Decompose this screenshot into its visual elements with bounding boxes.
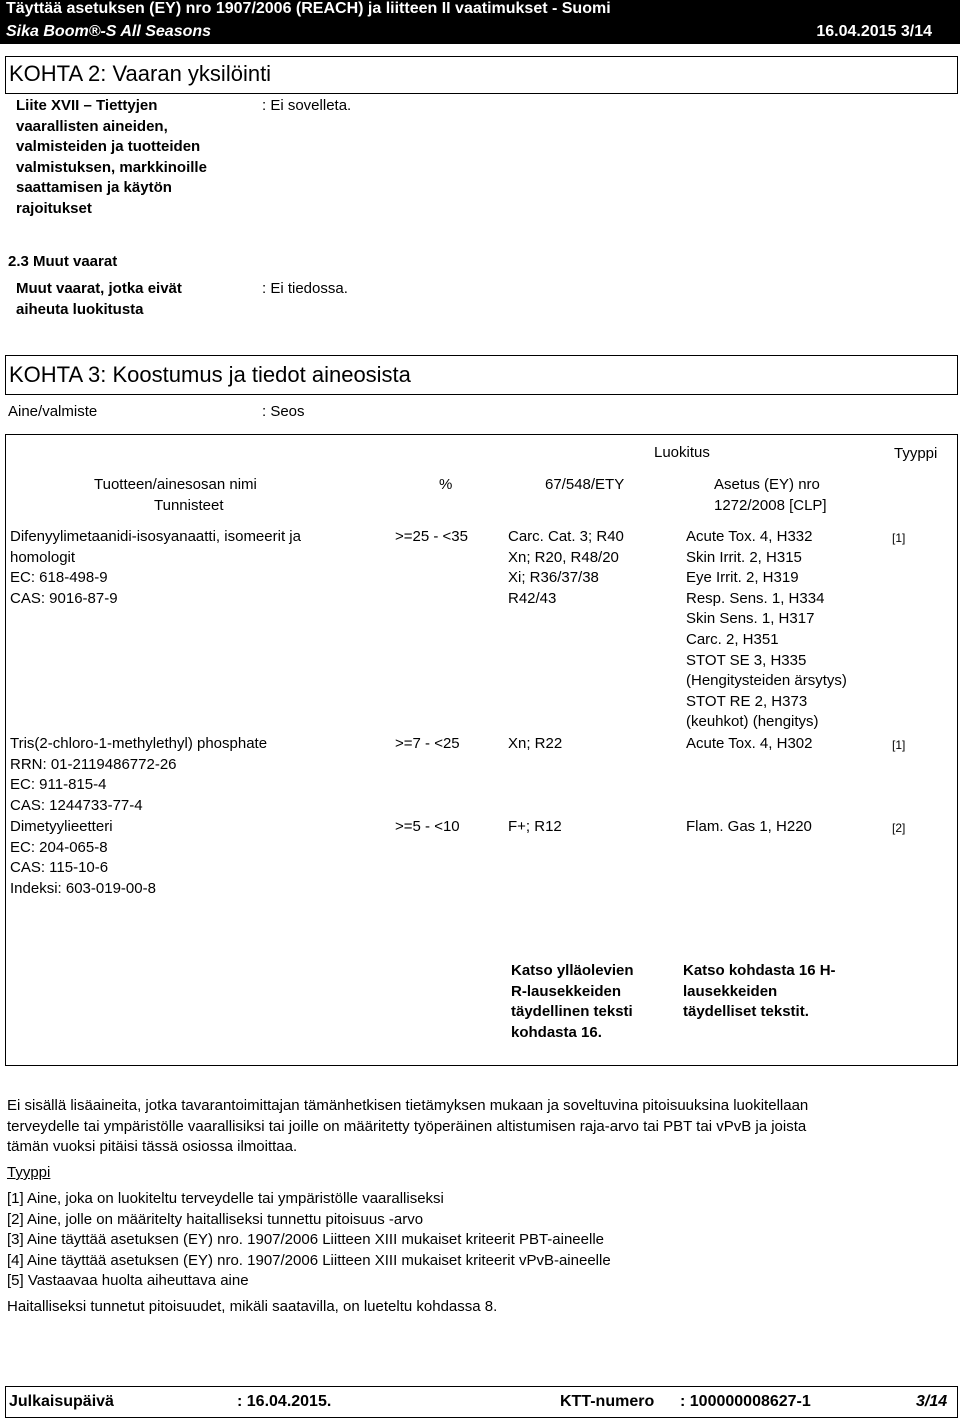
dsd-line: Xn; R20, R48/20 xyxy=(508,548,619,566)
dsd-line: Carc. Cat. 3; R40 xyxy=(508,528,624,545)
clp-line: STOT SE 3, H335 xyxy=(686,651,807,669)
name-line: homologit xyxy=(10,548,76,566)
clp-line: (Hengitysteiden ärsytys) xyxy=(686,672,847,690)
clp-line: Acute Tox. 4, H332 xyxy=(686,528,813,545)
col-header-clp-line2: 1272/2008 [CLP] xyxy=(714,497,827,514)
note-dsd xyxy=(511,961,634,1043)
additives-paragraph xyxy=(7,1096,953,1158)
table-row-2-clp: Acute Tox. 4, H302 xyxy=(686,735,813,752)
table-row-1-clp xyxy=(686,527,847,733)
other-hazards-value: : Ei tiedossa. xyxy=(262,280,348,297)
type-legend-item: [3] Aine täyttää asetuksen (EY) nro. 1907/2006 Liitteen XIII mukaiset kriteerit PBT-aineelle xyxy=(7,1231,604,1249)
annex-label-line: saattamisen ja käytön xyxy=(16,179,172,197)
annex-label-line: vaarallisten aineiden, xyxy=(16,117,168,135)
type-legend-list xyxy=(7,1189,611,1292)
footer-pub-label: Julkaisupäivä xyxy=(9,1393,114,1410)
table-row-3-name xyxy=(10,817,156,899)
annex-label-line: valmisteiden ja tuotteiden xyxy=(16,138,201,156)
annex-label-line: rajoitukset xyxy=(16,199,92,217)
section3-title: KOHTA 3: Koostumus ja tiedot aineosista xyxy=(9,362,411,387)
document-header xyxy=(0,0,960,44)
footer-page: 3/14 xyxy=(916,1393,948,1410)
table-row-2-percent: >=7 - <25 xyxy=(395,735,460,752)
type-legend-item: [2] Aine, jolle on määritelty haitalliseksi tunnettu pitoisuus -arvo xyxy=(7,1210,424,1228)
annex-value: : Ei sovelleta. xyxy=(262,97,352,114)
closing-note: Haitalliseksi tunnetut pitoisuudet, mikäli saatavilla, on lueteltu kohdassa 8. xyxy=(7,1298,498,1315)
col-header-identifiers: Tunnisteet xyxy=(154,497,224,514)
clp-line: Carc. 2, H351 xyxy=(686,630,779,648)
section3-title-box xyxy=(5,355,958,395)
substance-value: : Seos xyxy=(262,403,305,420)
other-hazards-label-line: aiheuta luokitusta xyxy=(16,300,144,318)
col-header-clp-line1: Asetus (EY) nro xyxy=(714,476,820,493)
type-heading: Tyyppi xyxy=(7,1164,51,1181)
table-row-3-type: [2] xyxy=(892,821,906,835)
footer-pub-value: : 16.04.2015. xyxy=(237,1393,332,1410)
paragraph-line: terveydelle tai ympäristölle vaarallisiksi tai joille on määritetty työperäinen altistumisen raja-arvo tai PBT tai vPvB ja joista xyxy=(7,1117,807,1135)
type-legend-item: [4] Aine täyttää asetuksen (EY) nro. 1907/2006 Liitteen XIII mukaiset kriteerit vPvB-aineelle xyxy=(7,1251,611,1269)
name-line: EC: 204-065-8 xyxy=(10,838,108,856)
table-row-1-dsd xyxy=(508,527,624,609)
note-line: R-lausekkeiden xyxy=(511,982,622,1000)
clp-line: Resp. Sens. 1, H334 xyxy=(686,589,825,607)
note-line: Katso ylläolevien xyxy=(511,962,634,979)
table-row-3-dsd: F+; R12 xyxy=(508,818,562,835)
dsd-line: R42/43 xyxy=(508,589,557,607)
name-line: Tris(2-chloro-1-methylethyl) phosphate xyxy=(10,735,268,752)
section2-3-heading: 2.3 Muut vaarat xyxy=(8,253,118,270)
name-line: CAS: 9016-87-9 xyxy=(10,589,118,607)
paragraph-line: Ei sisällä lisäaineita, jotka tavarantoimittajan tämänhetkisen tietämyksen mukaan ja soveltuvina pitoisuuksina luokitellaan xyxy=(7,1097,809,1114)
product-name: Sika Boom®-S All Seasons xyxy=(6,23,212,40)
table-row-3-clp: Flam. Gas 1, H220 xyxy=(686,818,812,835)
name-line: EC: 618-498-9 xyxy=(10,569,108,587)
name-line: Dimetyylieetteri xyxy=(10,818,113,835)
clp-line: STOT RE 2, H373 xyxy=(686,692,808,710)
table-row-1-type: [1] xyxy=(892,531,906,545)
document-footer xyxy=(5,1386,958,1418)
composition-table xyxy=(5,434,958,1066)
note-line: kohdasta 16. xyxy=(511,1023,602,1041)
other-hazards-label xyxy=(16,279,182,320)
note-clp xyxy=(683,961,836,1023)
table-row-1-percent: >=25 - <35 xyxy=(395,528,468,545)
name-line: CAS: 115-10-6 xyxy=(10,859,109,877)
name-line: EC: 911-815-4 xyxy=(10,776,107,794)
type-legend-item: [5] Vastaavaa huolta aiheuttava aine xyxy=(7,1272,249,1290)
name-line: RRN: 01-2119486772-26 xyxy=(10,755,177,773)
col-header-name: Tuotteen/ainesosan nimi xyxy=(94,476,257,493)
note-line: täydelliset tekstit. xyxy=(683,1003,809,1021)
annex-label xyxy=(16,96,207,220)
note-line: täydellinen teksti xyxy=(511,1003,633,1021)
clp-line: (keuhkot) (hengitys) xyxy=(686,713,819,731)
name-line: Difenyylimetaanidi-isosyanaatti, isomeerit ja xyxy=(10,528,301,545)
col-header-type: Tyyppi xyxy=(894,445,938,462)
annex-label-line: valmistuksen, markkinoille xyxy=(16,158,207,176)
regulation-line: Täyttää asetuksen (EY) nro 1907/2006 (REACH) ja liitteen II vaatimukset - Suomi xyxy=(6,0,611,17)
table-row-3-percent: >=5 - <10 xyxy=(395,818,460,835)
col-header-percent: % xyxy=(439,476,453,493)
section2-title-box xyxy=(5,56,958,94)
table-row-2-name xyxy=(10,734,267,816)
header-date-page: 16.04.2015 3/14 xyxy=(816,23,932,40)
footer-ktt-value: : 100000008627-1 xyxy=(680,1393,811,1410)
table-row-2-type: [1] xyxy=(892,738,906,752)
clp-line: Skin Irrit. 2, H315 xyxy=(686,548,802,566)
footer-ktt-label: KTT-numero xyxy=(560,1393,655,1410)
table-row-1-name xyxy=(10,527,301,609)
dsd-line: Xi; R36/37/38 xyxy=(508,569,599,587)
other-hazards-label-line: Muut vaarat, jotka eivät xyxy=(16,280,182,297)
clp-line: Eye Irrit. 2, H319 xyxy=(686,569,799,587)
note-line: lausekkeiden xyxy=(683,982,778,1000)
paragraph-line: tämän vuoksi pitäisi tässä osiossa ilmoittaa. xyxy=(7,1138,298,1156)
annex-label-line: Liite XVII – Tiettyjen xyxy=(16,97,158,114)
type-legend-item: [1] Aine, joka on luokiteltu terveydelle tai ympäristölle vaaralliseksi xyxy=(7,1190,444,1207)
name-line: CAS: 1244733-77-4 xyxy=(10,796,143,814)
note-line: Katso kohdasta 16 H- xyxy=(683,962,836,979)
clp-line: Skin Sens. 1, H317 xyxy=(686,610,815,628)
substance-label: Aine/valmiste xyxy=(8,403,98,420)
col-header-luokitus: Luokitus xyxy=(654,444,710,461)
name-line: Indeksi: 603-019-00-8 xyxy=(10,879,156,897)
table-row-2-dsd: Xn; R22 xyxy=(508,735,563,752)
col-header-dsd: 67/548/ETY xyxy=(545,476,625,493)
section2-title: KOHTA 2: Vaaran yksilöinti xyxy=(9,61,272,86)
